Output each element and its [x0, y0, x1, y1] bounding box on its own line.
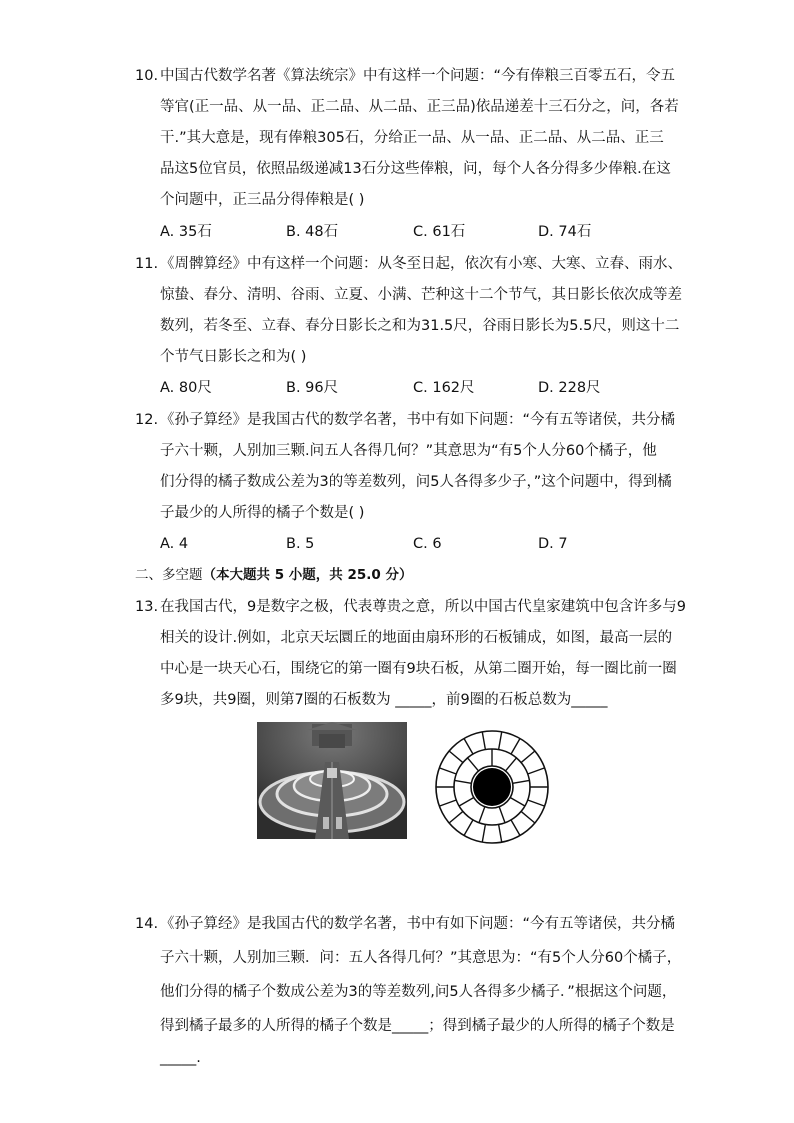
ring-diagram [433, 728, 551, 850]
q14-line-3: 他们分得的橘子个数成公差为3的等差数列,问5人各得多少橘子．”根据这个问题， [160, 984, 677, 1000]
slab-divider [482, 732, 485, 750]
q14-line-5: _____. [160, 1050, 201, 1066]
slab-divider [528, 768, 545, 774]
q11-option-c: C. 162尺 [413, 380, 475, 396]
slab-divider [464, 820, 473, 836]
q11-option-a: A. 80尺 [160, 380, 212, 396]
slab-divider [464, 739, 473, 755]
q10-option-c: C. 61石 [413, 224, 466, 240]
q10-option-a: A. 35石 [160, 224, 212, 240]
q10-line-1: 中国古代数学名著《算法统宗》中有这样一个问题：“今有俸粮三百零五石，令五 [160, 68, 676, 84]
q12-option-c: C. 6 [413, 536, 442, 552]
slab-divider [499, 824, 502, 842]
slab-divider [439, 768, 456, 774]
slab-divider [511, 820, 520, 836]
q12-option-a: A. 4 [160, 536, 189, 552]
q10-line-5: 个问题中，正三品分得俸粮是( ) [160, 192, 365, 208]
q12-line-1: 《孙子算经》是我国古代的数学名著，书中有如下问题：“今有五等诸侯，共分橘 [160, 412, 676, 428]
q10-line-2: 等官(正一品、从一品、正二品、从二品、正三品)依品递差十三石分之，问，各若 [160, 99, 679, 115]
slab-divider [499, 732, 502, 750]
q13-line-1: 在我国古代，9是数字之极，代表尊贵之意，所以中国古代皇家建筑中包含许多与9 [160, 599, 686, 615]
slab-divider [455, 780, 472, 783]
slab-divider [521, 751, 535, 763]
section-heading [135, 563, 413, 587]
q14-line-4: 得到橘子最多的人所得的橘子个数是_____；得到橘子最少的人所得的橘子个数是 [160, 1018, 675, 1034]
slab-divider [439, 800, 456, 806]
slab-divider [505, 758, 516, 771]
q11-line-2: 惊蛰、春分、清明、谷雨、立夏、小满、芒种这十二个节气，其日影长依次成等差 [160, 287, 682, 303]
slab-divider [468, 758, 479, 771]
slab-divider [449, 811, 463, 823]
slab-divider [479, 807, 485, 823]
slab-divider [521, 811, 535, 823]
slab-divider [482, 824, 485, 842]
q11-option-b: B. 96尺 [286, 380, 339, 396]
q12-option-d: D. 7 [538, 536, 568, 552]
q12-line-3: 们分得的橘子数成公差为3的等差数列，问5人各得多少子，”这个问题中，得到橘 [160, 474, 672, 490]
slab-divider [449, 751, 463, 763]
q10-line-3: 干.”其大意是，现有俸粮305石，分给正一品、从一品、正二品、从二品、正三 [160, 130, 664, 146]
q12-line-2: 子六十颗，人别加三颗.问五人各得几何？”其意思为“有5个人分60个橘子，他 [160, 443, 657, 459]
q14-line-1: 《孙子算经》是我国古代的数学名著，书中有如下问题：“今有五等诸侯，共分橘 [160, 916, 676, 932]
slab-divider [511, 739, 520, 755]
slab-divider [459, 798, 474, 807]
q11-line-3: 数列，若冬至、立春、春分日影长之和为31.5尺，谷雨日影长为5.5尺，则这十二 [160, 318, 680, 334]
q13-line-4: 多9块，共9圈，则第7圈的石板数为 _____，前9圈的石板总数为_____ [160, 692, 608, 708]
q12-line-4: 子最少的人所得的橘子个数是( ) [160, 505, 365, 521]
slab-divider [510, 798, 525, 807]
q11-line-4: 个节气日影长之和为( ) [160, 349, 307, 365]
slab-divider [513, 780, 530, 783]
q13-line-3: 中心是一块天心石，围绕它的第一圈有9块石板，从第二圈开始，每一圈比前一圈 [160, 661, 677, 677]
section-heading-detail: （本大题共 5 小题，共 25.0 分） [202, 567, 413, 583]
section-heading-prefix: 二、多空题 [135, 567, 203, 583]
q10-option-b: B. 48石 [286, 224, 339, 240]
q14-line-2: 子六十颗，人别加三颗．问：五人各得几何？”其意思为：“有5个人分60个橘子， [160, 950, 682, 966]
q14-number: 14. [135, 916, 159, 932]
q13-number: 13. [135, 599, 159, 615]
slab-divider [528, 800, 545, 806]
q12-number: 12. [135, 412, 159, 428]
q12-option-b: B. 5 [286, 536, 315, 552]
q10-line-4: 品这5位官员，依照品级递减13石分这些俸粮，问，每个人各分得多少俸粮.在这 [160, 161, 671, 177]
q10-option-d: D. 74石 [538, 224, 592, 240]
q11-option-d: D. 228尺 [538, 380, 601, 396]
slab-divider [499, 807, 505, 823]
altar-photo [257, 722, 407, 839]
q11-line-1: 《周髀算经》中有这样一个问题：从冬至日起，依次有小寒、大寒、立春、雨水、 [160, 256, 682, 272]
q13-line-2: 相关的设计.例如，北京天坛圜丘的地面由扇环形的石板铺成，如图，最高一层的 [160, 630, 673, 646]
q10-number: 10. [135, 68, 159, 84]
q11-number: 11. [135, 256, 159, 272]
